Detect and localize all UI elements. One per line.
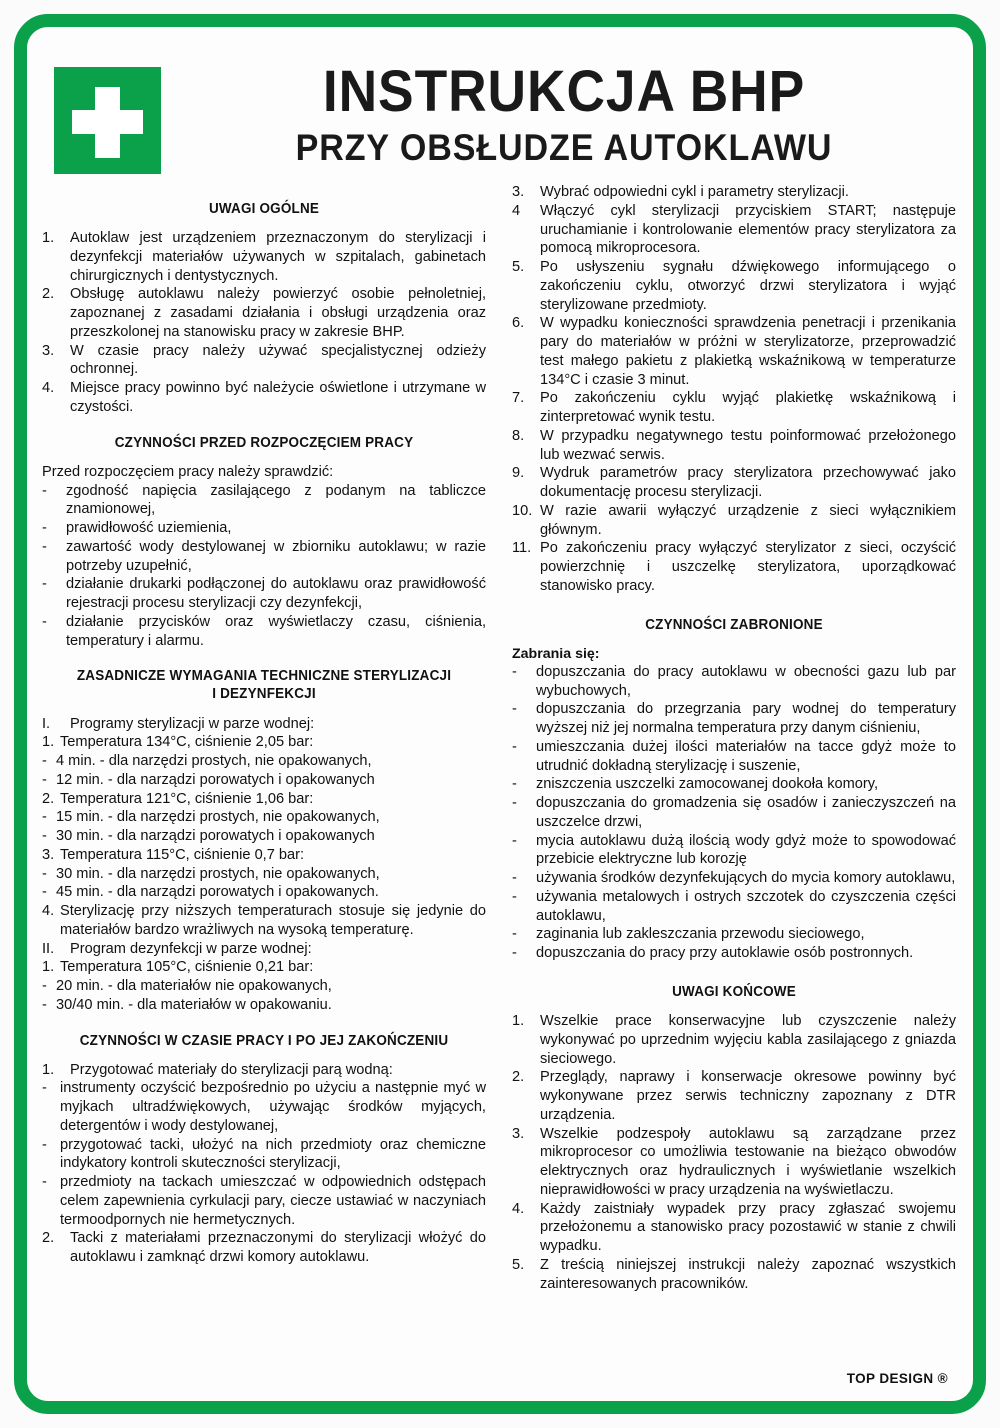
list-item	[512, 1012, 956, 1068]
list-item	[42, 229, 486, 285]
list-item	[42, 1136, 486, 1174]
first-aid-cross-icon	[54, 67, 161, 174]
right-column	[512, 183, 956, 1293]
zabronione-lead: Zabrania się:	[512, 645, 600, 662]
list-item	[512, 183, 956, 202]
list-item	[512, 1200, 956, 1256]
left-column	[42, 183, 486, 1293]
section-heading-czynnosci-w-czasie: CZYNNOŚCI W CZASIE PRACY I PO JEJ ZAKOŃCZENIU	[79, 1032, 449, 1049]
list-item-marker: 11.	[512, 540, 532, 557]
list-uwagi-koncowe	[512, 1012, 956, 1293]
list-item-text: Wszelkie podzespoły autoklawu są zarządzane przez mikroprocesor co umożliwia testowanie na bieżąco obwodów elektrycznych oraz hydraulicznych i wyświetlanie wszelkich nieprawidłowości w pracy urządzenia na wyświetlaczu.	[540, 1125, 956, 1198]
list-item-text: Program dezynfekcji w parze wodnej:	[70, 940, 312, 957]
list-item	[512, 738, 956, 776]
list-item-marker: -	[42, 613, 47, 630]
list-item	[42, 482, 486, 520]
list-item	[42, 519, 486, 538]
list-item	[512, 794, 956, 832]
list-item	[42, 771, 486, 790]
list-item	[512, 663, 956, 701]
list-item	[42, 827, 486, 846]
list-item-marker: 1.	[42, 230, 55, 247]
czynnosci-przed-lead: Przed rozpoczęciem pracy należy sprawdzić:	[42, 463, 334, 480]
list-item-text: Po usłyszeniu sygnału dźwiękowego informującego o zakończeniu cyklu, otworzyć drzwi sterylizatora i wyjąć sterylizowane przedmioty.	[540, 259, 956, 313]
list-item	[512, 539, 956, 595]
list-item	[512, 1125, 956, 1200]
list-item-marker: 2.	[42, 286, 55, 303]
list-item	[42, 575, 486, 613]
list-item	[42, 902, 486, 940]
section-heading-czynnosci-przed: CZYNNOŚCI PRZED ROZPOCZĘCIEM PRACY	[114, 434, 414, 451]
list-item	[42, 865, 486, 884]
list-item-marker: 3.	[512, 184, 525, 200]
section-heading-zabronione: CZYNNOŚCI ZABRONIONE	[645, 616, 823, 633]
list-item-marker: 6.	[512, 315, 525, 332]
list-item	[512, 202, 956, 258]
page-title: INSTRUKCJA BHP	[322, 59, 806, 124]
list-item	[42, 379, 486, 417]
list-item	[512, 775, 956, 794]
list-item-marker: 2.	[512, 1069, 525, 1086]
list-item-text: 30 min. - dla narzędzi prostych, nie opakowanych,	[56, 865, 380, 882]
list-item	[42, 958, 486, 977]
list-item-marker: 3.	[512, 1125, 525, 1142]
two-column-body	[34, 183, 966, 1293]
list-item	[512, 1256, 956, 1294]
list-item	[42, 538, 486, 576]
list-item-marker: 8.	[512, 427, 525, 444]
section-heading-uwagi-koncowe: UWAGI KOŃCOWE	[672, 983, 796, 1000]
list-item-text: 30/40 min. - dla materiałów w opakowaniu.	[56, 996, 332, 1013]
list-item-text: Wybrać odpowiedni cykl i parametry sterylizacji.	[540, 184, 849, 200]
list-item	[42, 752, 486, 771]
list-item	[512, 258, 956, 314]
poster-header	[34, 45, 966, 183]
brand-mark: TOP DESIGN ®	[846, 1371, 948, 1386]
list-item-text: 12 min. - dla narządzi porowatych i opakowanych	[56, 771, 375, 788]
list-czynnosci-w-czasie-continued	[512, 183, 956, 596]
list-item-marker: 2.	[42, 790, 55, 807]
list-wymagania	[42, 715, 486, 1015]
list-item	[512, 1068, 956, 1124]
poster-content-sheet	[34, 30, 966, 1398]
list-item-marker: 4.	[512, 1200, 525, 1217]
list-item-text: Tacki z materiałami przeznaczonymi do sterylizacji włożyć do autoklawu i zamknąć drzwi komory autoklawu.	[70, 1230, 486, 1266]
list-czynnosci-przed	[42, 482, 486, 651]
list-item-marker: II.	[42, 940, 55, 957]
list-item-marker: -	[512, 926, 517, 943]
list-item	[512, 869, 956, 888]
wymagania-heading-line1: ZASADNICZE WYMAGANIA TECHNICZNE STERYLIZACJI	[76, 668, 452, 685]
list-item-marker: I.	[42, 715, 51, 732]
list-item-text: Wydruk parametrów pracy sterylizatora przechowywać jako dokumentację procesu sterylizacji.	[540, 465, 956, 500]
list-item-marker: -	[42, 482, 47, 499]
list-item-marker: 5.	[512, 1256, 525, 1273]
section-heading-wymagania	[58, 667, 471, 703]
list-item-marker: -	[512, 701, 517, 718]
list-item-text: Po zakończeniu cyklu wyjąć plakietkę wskaźnikową i zinterpretować wynik testu.	[540, 390, 956, 425]
list-item-text: 30 min. - dla narządzi porowatych i opakowanych	[56, 828, 375, 845]
list-item	[42, 715, 486, 734]
list-item-marker: -	[42, 1080, 47, 1097]
list-item	[512, 944, 956, 963]
list-item-marker: 1.	[42, 1061, 55, 1078]
list-item-marker: -	[512, 832, 517, 849]
list-item-text: instrumenty oczyścić bezpośrednio po użyciu a następnie myć w myjkach ultradźwiękowych, używając środków myjących, detergentów i wody destylowanej,	[60, 1080, 486, 1134]
list-item-text: Temperatura 134°C, ciśnienie 2,05 bar:	[60, 734, 314, 751]
list-item-text: Włączyć cykl sterylizacji przyciskiem START; następuje uruchamianie i kontrolowanie elementów pracy sterylizatora za pomocą mikroprocesora.	[540, 202, 956, 257]
list-item	[42, 883, 486, 902]
list-item	[42, 996, 486, 1015]
list-item-marker: -	[512, 738, 517, 755]
list-item	[42, 342, 486, 380]
wymagania-heading-line2: I DEZYNFEKCJI	[212, 686, 316, 703]
list-item-marker: -	[42, 884, 47, 901]
list-item	[512, 700, 956, 738]
list-item	[42, 977, 486, 996]
list-item-marker: -	[512, 870, 517, 887]
section-heading-uwagi-ogolne: UWAGI OGÓLNE	[208, 201, 320, 217]
list-item-text: używania środków dezynfekujących do mycia komory autoklawu,	[536, 870, 956, 887]
list-item-marker: -	[42, 828, 47, 845]
list-item-marker: -	[512, 663, 517, 680]
list-item-marker: -	[42, 809, 47, 826]
list-item-marker: -	[512, 795, 517, 812]
list-item-marker: 1.	[512, 1013, 525, 1030]
list-item-text: Temperatura 115°C, ciśnienie 0,7 bar:	[60, 846, 305, 863]
list-zabronione	[512, 663, 956, 963]
page-subtitle: PRZY OBSŁUDZE AUTOKLAWU	[295, 127, 833, 168]
list-item-text: Wszelkie prace konserwacyjne lub czyszczenie należy wykonywać po uprzednim wyjęciu kabla zasilającego z gniazda sieciowego.	[540, 1013, 956, 1067]
list-item-marker: -	[42, 996, 47, 1013]
list-item-marker: 10.	[512, 502, 533, 519]
list-item-text: Po zakończeniu pracy wyłączyć sterylizator z sieci, oczyścić powierzchnię i uszczelkę sterylizatora, uporządkować stanowisko pracy.	[540, 540, 956, 594]
list-item-text: prawidłowość uziemienia,	[66, 520, 232, 537]
list-item	[42, 613, 486, 651]
list-item-text: 4 min. - dla narzędzi prostych, nie opakowanych,	[56, 753, 372, 770]
list-item-text: W razie awarii wyłączyć urządzenie z sieci wyłącznikiem głównym.	[540, 502, 956, 538]
list-item-marker: -	[42, 520, 47, 537]
list-item-marker: -	[512, 776, 517, 793]
list-item-marker: 4	[512, 202, 521, 219]
list-item-text: używania metalowych i ostrych szczotek do czyszczenia części autoklawu,	[536, 888, 956, 924]
list-item-text: Każdy zaistniały wypadek przy pracy zgłaszać swojemu przełożonemu a stanowisko pracy pozostawić w stanie z chwili wypadku.	[540, 1200, 956, 1255]
list-item-text: zgodność napięcia zasilającego z podanym na tabliczce znamionowej,	[66, 482, 486, 518]
cross-vertical-bar	[95, 87, 120, 158]
list-item-text: Autoklaw jest urządzeniem przeznaczonym do sterylizacji i dezynfekcji materiałów używanych w szpitalach, gabinetach chirurgicznych i dentystycznych.	[70, 230, 486, 284]
list-item-marker: 1.	[42, 734, 55, 751]
list-item-marker: -	[42, 576, 47, 593]
list-item	[42, 808, 486, 827]
list-item-text: Temperatura 105°C, ciśnienie 0,21 bar:	[60, 959, 314, 976]
list-item-marker: -	[42, 771, 47, 788]
list-item	[512, 832, 956, 870]
list-item-text: Z treścią niniejszej instrukcji należy zapoznać wszystkich zainteresowanych pracowników.	[540, 1256, 956, 1292]
list-item-marker: 1.	[42, 959, 55, 976]
list-item	[42, 1079, 486, 1135]
list-item-text: zniszczenia uszczelki zamocowanej dookoła komory,	[536, 776, 879, 793]
list-item-text: mycia autoklawu dużą ilością wody gdyż może to spowodować przebicie elektryczne lub korozję	[536, 832, 956, 868]
list-item-text: W wypadku konieczności sprawdzenia penetracji i przenikania pary do materiałów w próżni w sterylizatorze, przeprowadzić test małego pakietu z plakietką wskaźnikową w temperaturze 134°C i czasie 3 minut.	[540, 315, 956, 388]
list-item-marker: 4.	[42, 380, 55, 397]
list-item-text: W przypadku negatywnego testu poinformować przełożonego lub wezwać serwis.	[540, 427, 956, 463]
list-item-marker: -	[42, 538, 47, 555]
list-item-text: Przeglądy, naprawy i konserwacje okresowe powinny być wykonywane przez serwis techniczny zapoznany z DTR urządzenia.	[540, 1069, 956, 1123]
list-item-text: W czasie pracy należy używać specjalistycznej odzieży ochronnej.	[70, 342, 486, 378]
list-item-marker: 5.	[512, 259, 525, 275]
list-item-text: Programy sterylizacji w parze wodnej:	[70, 715, 315, 732]
list-item-text: Sterylizację przy niższych temperaturach stosuje się jedynie do materiałów bardzo wrażliwych na wysoką temperaturę.	[60, 903, 486, 938]
list-item-text: dopuszczania do gromadzenia się osadów i zanieczyszczeń na uszczelce drzwi,	[536, 795, 956, 830]
list-item-text: zawartość wody destylowanej w zbiorniku autoklawu; w razie potrzeby uzupełnić,	[66, 538, 486, 574]
list-uwagi-ogolne	[42, 229, 486, 417]
list-item-marker: 9.	[512, 465, 525, 482]
list-item	[512, 888, 956, 926]
list-item-text: Miejsce pracy powinno być należycie oświetlone i utrzymane w czystości.	[70, 380, 486, 415]
list-item	[512, 925, 956, 944]
list-item	[42, 733, 486, 752]
list-item	[42, 1061, 486, 1080]
list-item-marker: 3.	[42, 342, 55, 359]
list-item-text: zaginania lub zakleszczania przewodu sieciowego,	[536, 926, 865, 943]
list-item-text: działanie drukarki podłączonej do autoklawu oraz prawidłowość rejestracji procesu sterylizacji czy dezynfekcji,	[66, 576, 486, 612]
list-item-text: Obsługę autoklawu należy powierzyć osobie pełnoletniej, zapoznanej z zasadami działania i obsługi urządzenia oraz przeszkolonej na stanowisku pracy w zakresie BHP.	[70, 286, 486, 340]
list-item-marker: -	[512, 888, 517, 905]
list-item-marker: -	[42, 978, 47, 995]
list-item	[42, 1229, 486, 1267]
list-item-text: dopuszczania do przegrzania pary wodnej do temperatury wyższej niż jej normalna temperatura przy danym ciśnieniu,	[536, 701, 956, 737]
list-item-marker: -	[42, 753, 47, 770]
list-item-marker: -	[42, 1174, 47, 1191]
list-item	[42, 285, 486, 341]
list-item-text: przygotować tacki, ułożyć na nich przedmioty oraz chemiczne indykatory kontroli skuteczności sterylizacji,	[60, 1136, 486, 1172]
list-item	[42, 846, 486, 865]
list-item	[42, 1173, 486, 1229]
list-item-marker: -	[512, 945, 517, 962]
list-item-text: Przygotować materiały do sterylizacji parą wodną:	[70, 1061, 393, 1078]
list-item-marker: -	[42, 1136, 47, 1153]
list-item-marker: 4.	[42, 903, 55, 920]
list-item-marker: 2.	[42, 1230, 55, 1247]
list-item-text: umieszczania dużej ilości materiałów na tacce gdyż może to utrudnić dokładną sterylizację i suszenie,	[536, 738, 956, 774]
list-item	[512, 502, 956, 540]
list-item-marker: 3.	[42, 846, 55, 863]
list-item-text: dopuszczania do pracy przy autoklawie osób postronnych.	[536, 945, 914, 962]
list-item	[42, 940, 486, 959]
list-item	[512, 427, 956, 465]
list-item-text: działanie przycisków oraz wyświetlaczy czasu, ciśnienia, temperatury i alarmu.	[66, 613, 486, 649]
list-item	[42, 790, 486, 809]
list-item-marker: 7.	[512, 390, 525, 407]
title-block	[179, 59, 949, 168]
list-item-text: przedmioty na tackach umieszczać w odpowiednich odstępach celem zapewnienia cyrkulacji pary, ciecze ustawiać w naczyniach termoodpornych nie hermetycznych.	[60, 1174, 486, 1228]
list-item-text: 15 min. - dla narzędzi prostych, nie opakowanych,	[56, 809, 380, 826]
list-item-text: 45 min. - dla narządzi porowatych i opakowanych.	[56, 884, 379, 901]
list-item-marker: -	[42, 865, 47, 882]
list-item	[512, 389, 956, 427]
list-item-text: Temperatura 121°C, ciśnienie 1,06 bar:	[60, 790, 314, 807]
list-czynnosci-w-czasie	[42, 1061, 486, 1267]
list-item-text: dopuszczania do pracy autoklawu w obecności gazu lub par wybuchowych,	[536, 663, 956, 699]
list-item-text: 20 min. - dla materiałów nie opakowanych,	[56, 978, 332, 995]
list-item	[512, 314, 956, 389]
list-item	[512, 464, 956, 502]
